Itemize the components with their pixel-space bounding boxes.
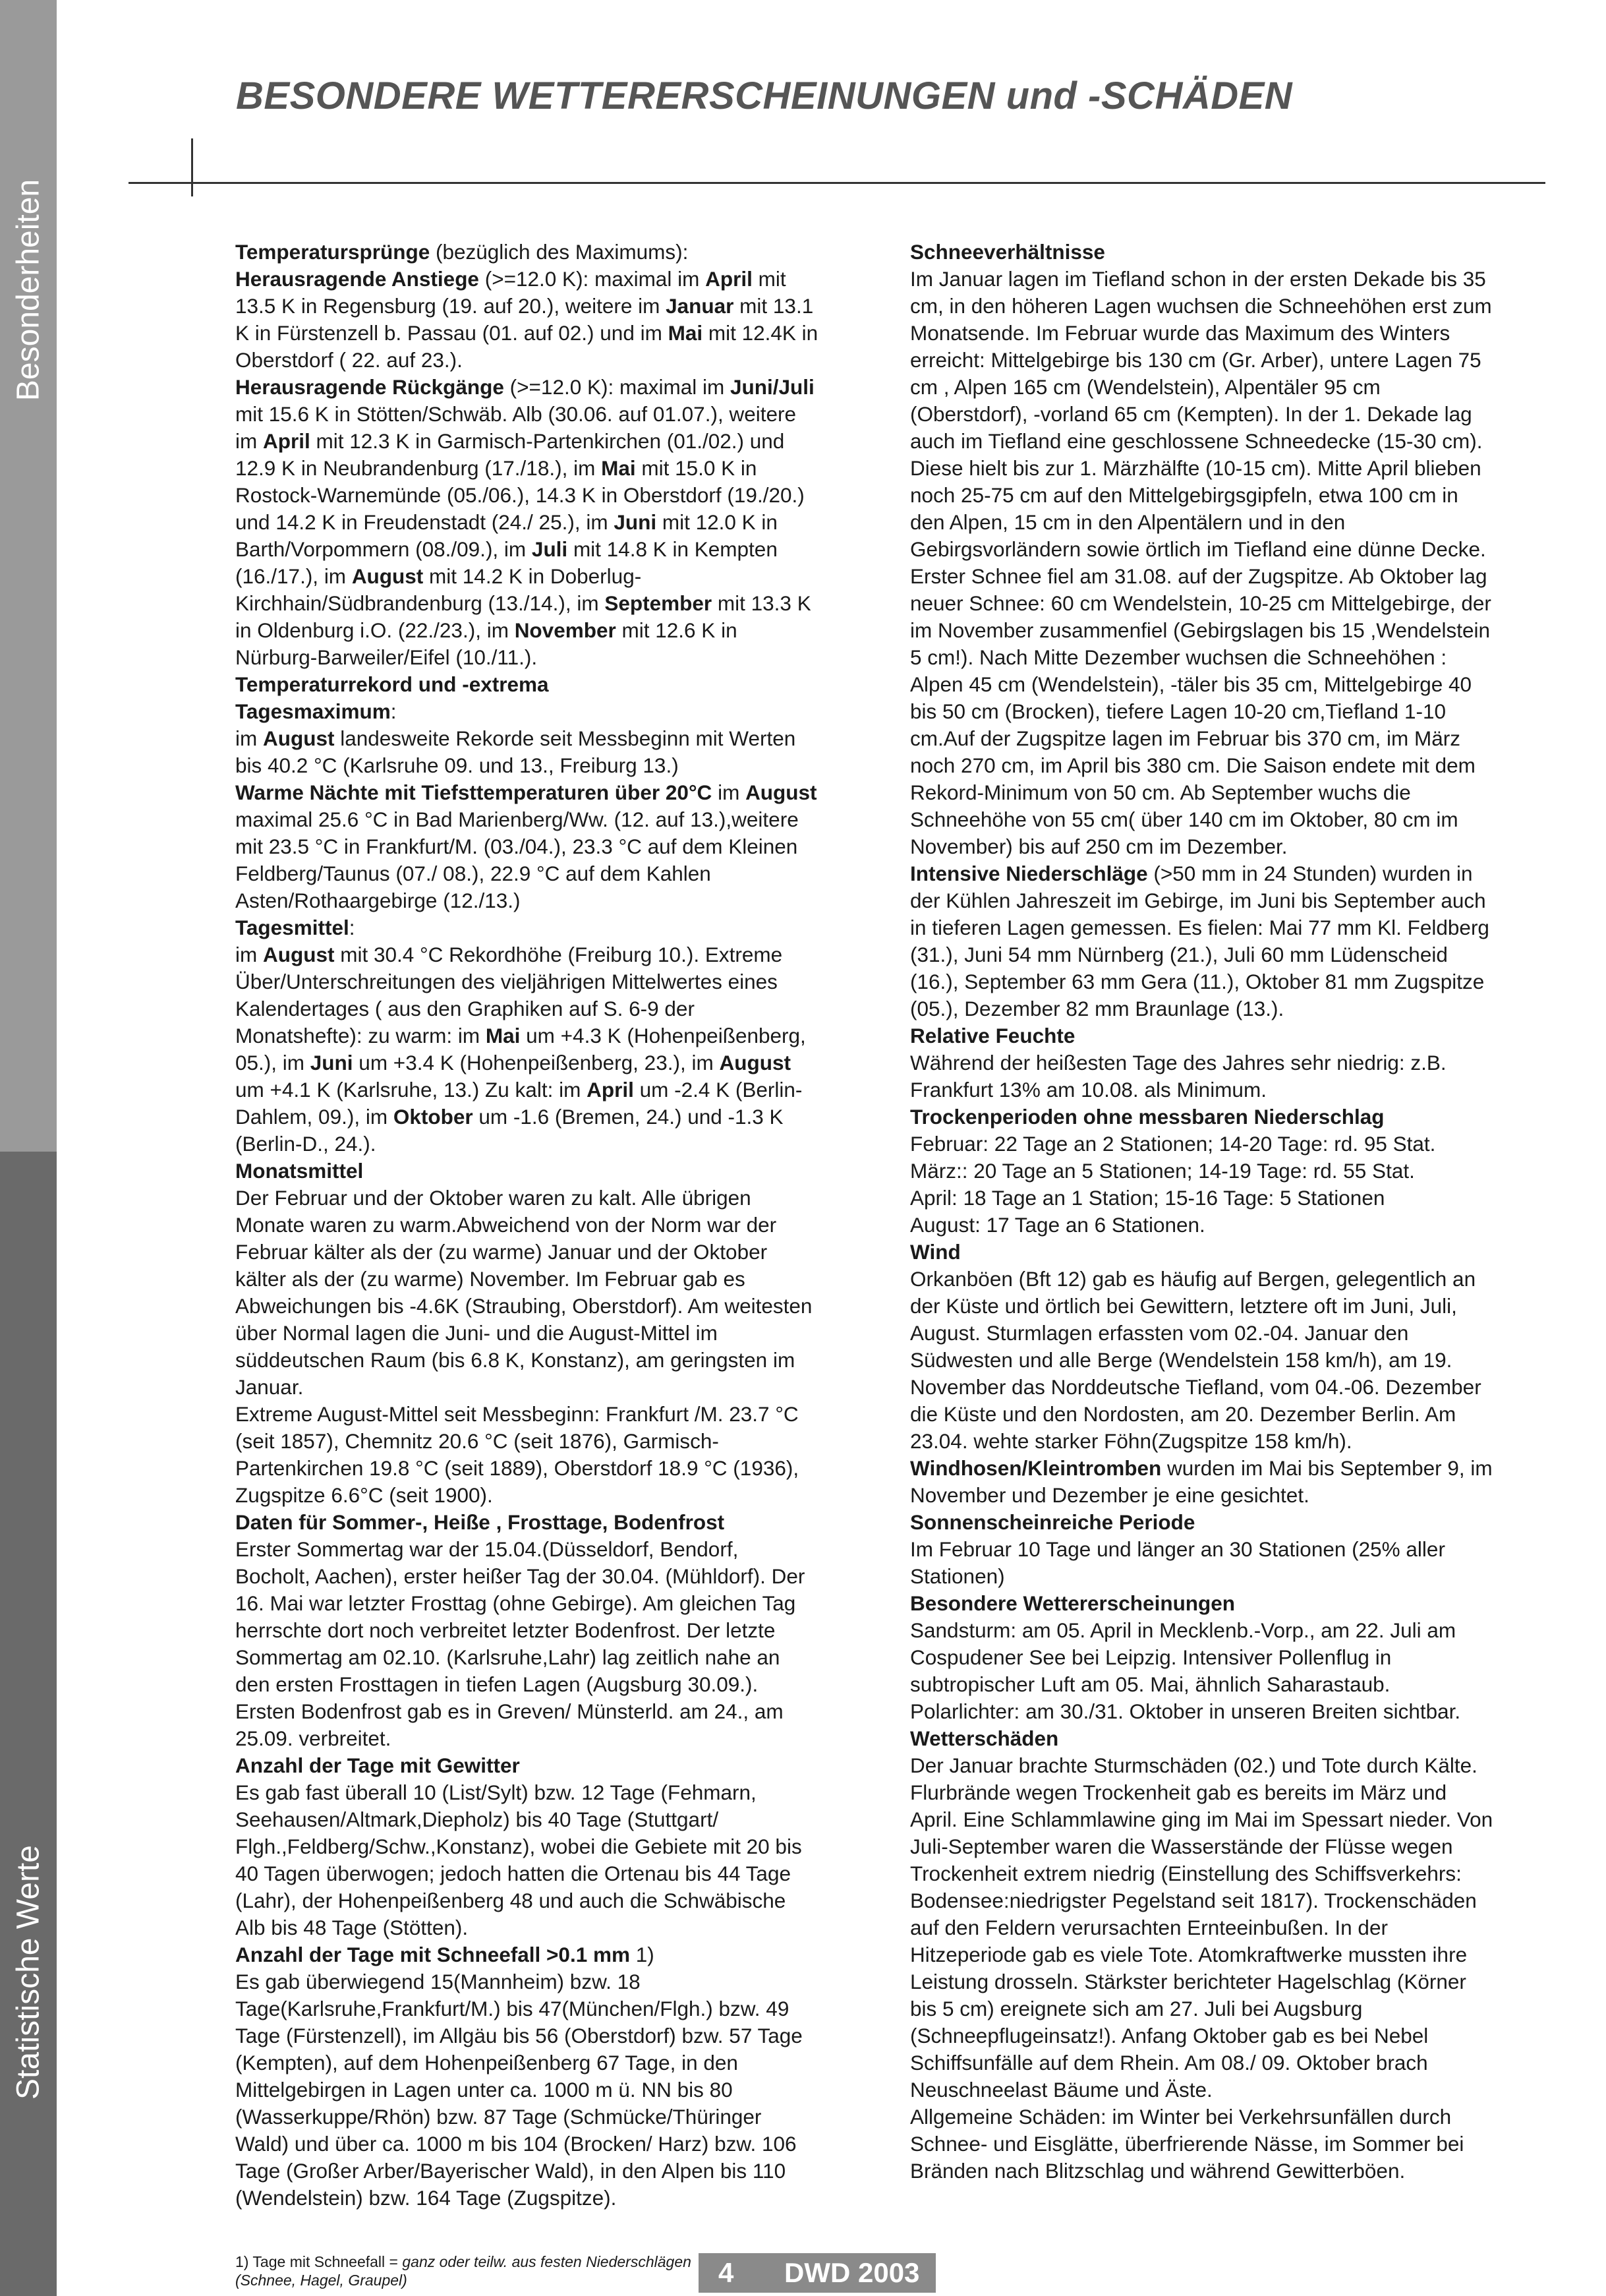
- emphasis: Januar: [666, 294, 734, 318]
- emphasis: April: [587, 1078, 634, 1102]
- section-heading: Wetterschäden: [910, 1726, 1059, 1750]
- emphasis: Mai: [485, 1024, 521, 1047]
- emphasis: Warme Nächte mit Tiefsttemperaturen über 20°C: [235, 780, 712, 804]
- paragraph: [235, 698, 818, 725]
- paragraph: Es gab überwiegend 15(Mannheim) bzw. 18 Tage(Karlsruhe,Frankfurt/M.) bis 47(München/Flgh.) bzw. 49 Tage (Fürstenzell), im Allgäu bis 56 (Oberstdorf) bzw. 57 Tage (Kempten), auf dem Hohenpeißenberg 67 Tage, in den Mittelgebirgen in Lagen unter ca. 1000 m ü. NN bis 80 (Wasserkuppe/Rhön) bzw. 87 Tage (Schmücke/Thüringer Wald) und über ca. 1000 m bis 104 (Brocken/ Harz) bzw. 106 Tage (Großer Arber/Bayerischer Wald), in den Alpen bis 110 (Wendelstein) bzw. 164 Tage (Zugspitze).: [235, 1970, 803, 2210]
- emphasis: Juni: [614, 510, 657, 534]
- sidebar-section-besonderheiten: [0, 0, 57, 1152]
- text-run: mit 13.1 K in Fürstenzell b. Passau (01. auf 02.) und im: [235, 294, 814, 345]
- text-run: mit 30.4 °C Rekordhöhe (Freiburg 10.). Extreme Über/Unterschreitungen des vieljährigen Mittelwertes eines Kalendertages ( aus den Graphiken auf S. 6-9 der Monatshefte): zu warm: im: [235, 943, 783, 1047]
- emphasis: Mai: [668, 321, 703, 345]
- emphasis: Herausragende Anstiege: [235, 267, 479, 291]
- header-tick: [191, 138, 193, 196]
- paragraph: Der Januar brachte Sturmschäden (02.) und Tote durch Kälte. Flurbrände wegen Trockenheit gab es bereits im März und April. Eine Schlammlawine ging im Mai im Spessart nieder. Von Juli-September waren die Wasserstände der Flüsse wegen Trockenheit extrem niedrig (Einstellung des Schiffsverkehrs: Bodensee:niedrigster Pegelstand seit 1817). Trockenschäden auf den Feldern verursachten Ernteeinbußen. In der Hitzeperiode gab es viele Tote. Atomkraftwerke mussten ihre Leistung drosseln. Stärkster berichteter Hagelschlag (Körner bis 5 cm) ereignete sich am 27. Juli bei Augsburg (Schneepflugeinsatz!). Anfang Oktober gab es bei Nebel Schiffsunfälle auf dem Rhein. Am 08./ 09. Oktober brach Neuschneelast Bäume und Äste.: [910, 1753, 1493, 2102]
- page-number: 4: [718, 2257, 734, 2288]
- text-run: mit 12.0 K in Barth/Vorpommern (08./09.), im: [235, 510, 778, 561]
- section-heading: Anzahl der Tage mit Gewitter: [235, 1753, 520, 1777]
- list-line: April: 18 Tage an 1 Station; 15-16 Tage: 5 Stationen: [910, 1186, 1385, 1210]
- paragraph: Der Februar und der Oktober waren zu kalt. Alle übrigen Monate waren zu warm.Abweichend von der Norm war der Februar kälter als der (zu warme) Januar und der Oktober kälter als der (zu warme) November. Im Februar gab es Abweichungen bis -4.6K (Straubing, Oberstdorf). Am weitesten über Normal lagen die Juni- und die August-Mittel im süddeutschen Raum (bis 6.8 K, Konstanz), am geringsten im Januar.: [235, 1186, 813, 1399]
- footnote: [235, 2252, 697, 2289]
- emphasis: Windhosen/Kleintromben: [910, 1456, 1162, 1480]
- footnote-definition: ganz oder teilw. aus festen Niederschlägen (Schnee, Hagel, Graupel): [235, 2253, 691, 2289]
- emphasis: Juli: [531, 537, 568, 561]
- section-heading: Daten für Sommer-, Heiße , Frosttage, Bodenfrost: [235, 1510, 725, 1534]
- text-run: mit 15.6 K in Stötten/Schwäb. Alb (30.06. auf 01.07.), weitere im: [235, 402, 796, 453]
- text-run: :: [349, 916, 355, 939]
- section-heading: Schneeverhältnisse: [910, 240, 1105, 264]
- paragraph: Orkanböen (Bft 12) gab es häufig auf Bergen, gelegentlich an der Küste und örtlich bei Gewittern, letztere oft im Juni, Juli, August. Sturmlagen erfassten vom 02.-04. Januar den Südwesten und alle Berge (Wendelstein 158 km/h), am 19. November das Norddeutsche Tiefland, vom 04.-06. Dezember die Küste und den Nordosten, am 20. Dezember Berlin. Am 23.04. wehte starker Föhn(Zugspitze 158 km/h).: [910, 1267, 1481, 1453]
- line-list: [910, 1131, 1495, 1239]
- paragraph: Während der heißesten Tage des Jahres sehr niedrig: z.B. Frankfurt 13% am 10.08. als Minimum.: [910, 1051, 1447, 1102]
- paragraph: Im Februar 10 Tage und länger an 30 Stationen (25% aller Stationen): [910, 1537, 1445, 1588]
- footer-tag: [699, 2253, 936, 2293]
- emphasis: April: [705, 267, 753, 291]
- text-run: mit 14.8 K in Kempten (16./17.), im: [235, 537, 778, 588]
- text-run: um +3.4 K (Hohenpeißenberg, 23.), im: [353, 1051, 720, 1074]
- paragraph: [235, 941, 818, 1158]
- text-run: im: [235, 726, 263, 750]
- emphasis: Temperatursprünge: [235, 240, 430, 264]
- emphasis: Herausragende Rückgänge: [235, 375, 504, 399]
- text-run: mit 14.2 K in Doberlug-Kirchhain/Südbrandenburg (13./14.), im: [235, 564, 642, 615]
- emphasis: August: [263, 726, 335, 750]
- text-run: im: [235, 943, 263, 966]
- section-heading: Temperaturrekord und -extrema: [235, 672, 549, 696]
- emphasis: Juni/Juli: [730, 375, 815, 399]
- paragraph: Allgemeine Schäden: im Winter bei Verkehrsunfällen durch Schnee- und Eisglätte, überfrierende Nässe, im Sommer bei Bränden nach Blitzschlag und während Gewitterböen.: [910, 2105, 1464, 2183]
- paragraph: Sandsturm: am 05. April in Mecklenb.-Vorp., am 22. Juli am Cospudener See bei Leipzig. Intensiver Pollenflug in subtropischer Luft am 05. Mai, ähnlich Saharastaub. Polarlichter: am 30./31. Oktober in unseren Breiten sichtbar.: [910, 1618, 1461, 1723]
- emphasis: August: [719, 1051, 791, 1074]
- sidebar-section-statistische-werte: [0, 1152, 57, 2296]
- text-run: um +4.3 K (Hohenpeißenberg, 05.), im: [235, 1024, 806, 1074]
- text-run: mit 13.5 K in Regensburg (19. auf 20.), weitere im: [235, 267, 786, 318]
- footnote-prefix: 1) Tage mit Schneefall =: [235, 2253, 403, 2270]
- paragraph: [235, 374, 818, 671]
- list-line: August: 17 Tage an 6 Stationen.: [910, 1213, 1205, 1237]
- text-run: mit 12.3 K in Garmisch-Partenkirchen (01./02.) und 12.9 K in Neubrandenburg (17./18.), im: [235, 429, 785, 480]
- text-run: um -1.6 (Bremen, 24.) und -1.3 K (Berlin-D., 24.).: [235, 1105, 784, 1156]
- list-line: März:: 20 Tage an 5 Stationen; 14-19 Tage: rd. 55 Stat.: [910, 1159, 1415, 1183]
- text-run: (>=12.0 K): maximal im: [478, 267, 706, 291]
- emphasis: April: [263, 429, 310, 453]
- text-run: mit 12.4K in Oberstdorf ( 22. auf 23.).: [235, 321, 818, 372]
- text-run: wurden im Mai bis September 9, im November und Dezember je eine gesichtet.: [910, 1456, 1493, 1507]
- paragraph: [235, 914, 818, 941]
- paragraph: Extreme August-Mittel seit Messbeginn: Frankfurt /M. 23.7 °C (seit 1857), Chemnitz 20.6 °C (seit 1876), Garmisch-Partenkirchen 19.8 °C (seit 1889), Oberstdorf 18.9 °C (1936), Zugspitze 6.6°C (seit 1900).: [235, 1402, 799, 1507]
- paragraph: Es gab fast überall 10 (List/Sylt) bzw. 12 Tage (Fehmarn, Seehausen/Altmark,Diepholz) bis 40 Tage (Stuttgart/ Flgh.,Feldberg/Schw.,Konstanz), wobei die Gebiete mit 20 bis 40 Tagen überwogen; jedoch hatten die Ortenau bis 44 Tage (Lahr), der Hohenpeißenberg 48 und auch die Schwäbische Alb bis 48 Tage (Stötten).: [235, 1781, 802, 1939]
- paragraph: [235, 239, 818, 266]
- section-heading: Relative Feuchte: [910, 1024, 1075, 1047]
- section-heading: Besondere Wettererscheinungen: [910, 1591, 1236, 1615]
- text-run: um +4.1 K (Karlsruhe, 13.) Zu kalt: im: [235, 1078, 587, 1102]
- text-run: um -2.4 K (Berlin-Dahlem, 09.), im: [235, 1078, 803, 1129]
- emphasis: Anzahl der Tage mit Schneefall >0.1 mm: [235, 1943, 630, 1966]
- sidebar-label-bottom: Statistische Werte: [11, 1845, 46, 2100]
- text-run: landesweite Rekorde seit Messbeginn mit Werten bis 40.2 °C (Karlsruhe 09. und 13., Freiburg 13.): [235, 726, 796, 777]
- paragraph: [235, 1941, 818, 1968]
- section-heading: Trockenperioden ohne messbaren Niederschlag: [910, 1105, 1385, 1129]
- section-heading: Wind: [910, 1240, 961, 1264]
- text-run: im: [712, 780, 746, 804]
- emphasis: August: [351, 564, 424, 588]
- paragraph: Im Januar lagen im Tiefland schon in der ersten Dekade bis 35 cm, in den höheren Lagen wuchsen die Schneehöhen erst zum Monatsende. Im Februar wurde das Maximum des Winters erreicht: Mittelgebirge bis 130 cm (Gr. Arber), untere Lagen 75 cm , Alpen 165 cm (Wendelstein), Alpentäler 95 cm (Oberstdorf), -vorland 65 cm (Kempten). In der 1. Dekade lag auch im Tiefland eine geschlossene Schneedecke (15-30 cm). Diese hielt bis zur 1. Märzhälfte (10-15 cm). Mitte April blieben noch 25-75 cm auf den Mittelgebirgsgipfeln, etwa 100 cm in den Alpen, 15 cm in den Alpentälern und in den Gebirgsvorländern sowie örtlich im Tiefland eine dünne Decke. Erster Schnee fiel am 31.08. auf der Zugspitze. Ab Oktober lag neuer Schnee: 60 cm Wendelstein, 10-25 cm Mittelgebirge, der im November zusammenfiel (Gebirgslagen bis 15 ,Wendelstein 5 cm!). Nach Mitte Dezember wuchsen die Schneehöhen : Alpen 45 cm (Wendelstein), -täler bis 35 cm, Mittelgebirge 40 bis 50 cm (Brocken), tiefere Lagen 10-20 cm,Tiefland 1-10 cm.Auf der Zugspitze lagen im Februar bis 370 cm, im März noch 270 cm, im April bis 380 cm. Die Saison endete mit dem Rekord-Minimum von 50 cm. Ab September wuchs die Schneehöhe von 55 cm( über 140 cm im Oktober, 80 cm im November) bis auf 250 cm im Dezember.: [910, 267, 1492, 858]
- emphasis: Juni: [310, 1051, 353, 1074]
- text-run: (>50 mm in 24 Stunden) wurden in der Kühlen Jahreszeit im Gebirge, im Juni bis September auch in tieferen Lagen gemessen. Es fielen: Mai 77 mm Kl. Feldberg (31.), Juni 54 mm Nürnberg (21.), Juli 60 mm Lüdenscheid (16.), September 63 mm Gera (11.), Oktober 81 mm Zugspitze (05.), Dezember 82 mm Braunlage (13.).: [910, 862, 1489, 1020]
- text-run: (bezüglich des Maximums):: [430, 240, 689, 264]
- emphasis: Tagesmaximum: [235, 699, 391, 723]
- section-heading: Sonnenscheinreiche Periode: [910, 1510, 1195, 1534]
- text-run: 1): [629, 1943, 654, 1966]
- emphasis: Tagesmittel: [235, 916, 349, 939]
- header-rule: [129, 182, 1545, 184]
- text-run: maximal 25.6 °C in Bad Marienberg/Ww. (12. auf 13.),weitere mit 23.5 °C in Frankfurt/M. (03./04.), 23.3 °C auf dem Kleinen Feldberg/Taunus (07./ 08.), 22.9 °C auf dem Kahlen Asten/Rothaargebirge (12./13.): [235, 808, 799, 912]
- page-title: BESONDERE WETTERERSCHEINUNGEN und -SCHÄDEN: [236, 74, 1293, 117]
- text-run: mit 15.0 K in Rostock-Warnemünde (05./06.), 14.3 K in Oberstdorf (19./20.) und 14.2 K in Freudenstadt (24./ 25.), im: [235, 456, 805, 534]
- text-run: :: [390, 699, 397, 723]
- emphasis: September: [604, 591, 712, 615]
- paragraph: Erster Sommertag war der 15.04.(Düsseldorf, Bendorf, Bocholt, Aachen), erster heißer Tag der 30.04. (Mühldorf). Der 16. Mai war letzter Frosttag (ohne Gebirge). Am gleichen Tag herrschte dort noch verbreitet letzter Bodenfrost. Der letzte Sommertag am 02.10. (Karlsruhe,Lahr) lag zeitlich nahe an den ersten Frosttagen in tiefen Lagen (Augsburg 30.09.). Ersten Bodenfrost gab es in Greven/ Münsterld. am 24., am 25.09. verbreitet.: [235, 1537, 805, 1750]
- left-column: [235, 239, 818, 2212]
- text-run: mit 12.6 K in Nürburg-Barweiler/Eifel (10./11.).: [235, 618, 737, 669]
- emphasis: August: [263, 943, 335, 966]
- paragraph: [235, 266, 818, 374]
- text-run: mit 13.3 K in Oldenburg i.O. (22./23.), im: [235, 591, 811, 642]
- paragraph: [910, 860, 1495, 1022]
- section-heading: Monatsmittel: [235, 1159, 364, 1183]
- emphasis: November: [514, 618, 616, 642]
- sidebar-label-top: Besonderheiten: [11, 179, 46, 401]
- paragraph: [235, 725, 818, 779]
- right-column: [910, 239, 1495, 2185]
- paragraph: [910, 1455, 1495, 1509]
- emphasis: Oktober: [393, 1105, 473, 1129]
- text-run: (>=12.0 K): maximal im: [503, 375, 730, 399]
- section-sidebar: [0, 0, 57, 2296]
- emphasis: Mai: [601, 456, 636, 480]
- emphasis: Intensive Niederschläge: [910, 862, 1148, 885]
- list-line: Februar: 22 Tage an 2 Stationen; 14-20 Tage: rd. 95 Stat.: [910, 1132, 1436, 1156]
- publication-label: DWD 2003: [784, 2257, 920, 2288]
- paragraph: [235, 779, 818, 914]
- emphasis: August: [745, 780, 817, 804]
